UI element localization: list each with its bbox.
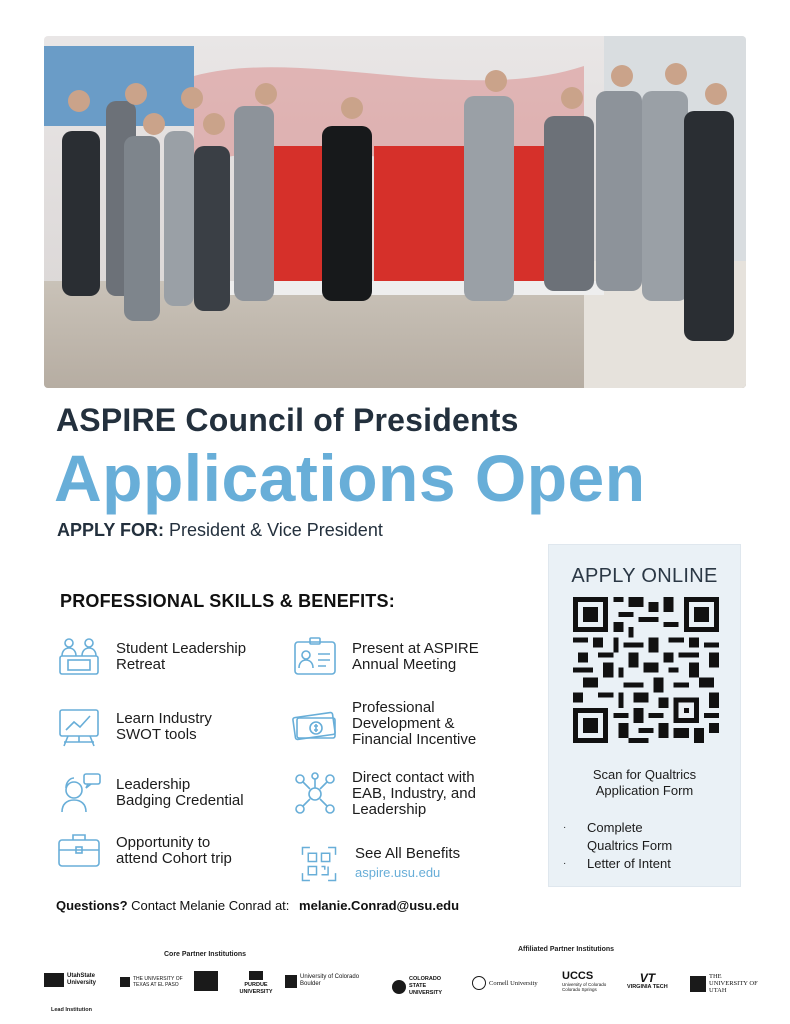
logo-purdue: PURDUE UNIVERSITY	[239, 971, 273, 996]
affiliated-partners-caption: Affiliated Partner Institutions	[518, 946, 615, 953]
logo-university-of-utah: THE UNIVERSITY OF UTAH	[690, 973, 761, 994]
qr-scan-icon	[300, 844, 338, 884]
page-title: Applications Open	[54, 441, 646, 515]
logo-virginia-tech: VT VIRGINIA TECH	[627, 971, 668, 990]
apply-online-panel	[548, 544, 741, 887]
benefit-item	[56, 634, 246, 680]
logo-cu-boulder: University of Colorado Boulder	[285, 974, 362, 988]
institution-logo-icon	[194, 971, 218, 991]
cu-logo-icon	[285, 975, 297, 988]
group-photo-icon	[44, 36, 746, 388]
benefit-label: Professional Development & Financial Incentive	[352, 699, 477, 748]
skills-heading: PROFESSIONAL SKILLS & BENEFITS:	[60, 591, 395, 611]
apply-steps-list	[563, 819, 672, 873]
money-icon	[292, 701, 338, 747]
usu-logo-icon	[44, 973, 64, 987]
csu-logo-icon	[392, 980, 406, 994]
logo-usu: UtahState University	[44, 973, 103, 987]
logo-cornell: Cornell University	[472, 976, 538, 990]
benefits-link[interactable]: aspire.usu.edu	[355, 865, 441, 880]
briefcase-icon	[56, 828, 102, 874]
apply-online-heading: APPLY ONLINE	[571, 565, 718, 587]
meeting-icon	[56, 634, 102, 680]
benefit-item	[292, 700, 476, 748]
page-subtitle: ASPIRE Council of Presidents	[56, 402, 519, 438]
id-badge-icon	[292, 634, 338, 680]
scan-instructions: Scan for Qualtrics Application Form	[592, 767, 697, 798]
utep-logo-icon	[120, 977, 130, 987]
logo-uccs: UCCS University of Colorado Colorado Springs	[562, 970, 607, 992]
benefit-item	[292, 634, 479, 680]
benefit-label: Direct contact with EAB, Industry, and Leadership	[352, 769, 476, 818]
benefit-label: See All Benefits	[355, 845, 461, 862]
presentation-board-icon	[56, 704, 102, 750]
logo-utep: THE UNIVERSITY OF TEXAS AT EL PASO	[120, 976, 193, 988]
apply-for-label: APPLY FOR:	[57, 520, 165, 540]
benefit-item	[56, 770, 244, 816]
benefit-label: Leadership Badging Credential	[116, 776, 244, 809]
vt-logo-icon: VT	[639, 971, 656, 985]
benefit-label: Present at ASPIRE Annual Meeting	[352, 640, 479, 673]
qr-code-icon[interactable]	[573, 597, 719, 743]
benefit-label: Learn Industry SWOT tools	[116, 710, 212, 743]
core-partners-caption: Core Partner Institutions	[164, 951, 247, 958]
apply-for-line	[57, 520, 383, 541]
network-icon	[292, 771, 338, 817]
questions-label: Questions?	[56, 898, 128, 913]
benefit-label: Opportunity to attend Cohort trip	[116, 834, 232, 867]
benefit-label: Student Leadership Retreat	[116, 640, 247, 673]
cornell-logo-icon	[472, 976, 486, 990]
list-item: · Complete Qualtrics Form	[563, 820, 673, 853]
utah-logo-icon	[690, 976, 706, 992]
benefit-item	[56, 828, 232, 874]
logo-csu: COLORADO STATE UNIVERSITY	[392, 976, 457, 997]
benefit-item[interactable]	[300, 830, 460, 897]
contact-line	[56, 898, 459, 913]
list-item: · Letter of Intent	[563, 856, 671, 871]
contact-email-link[interactable]: melanie.Conrad@usu.edu	[299, 898, 460, 913]
apply-for-value: President & Vice President	[169, 520, 383, 540]
contact-text: Contact Melanie Conrad at:	[131, 898, 290, 913]
lead-institution-caption: Lead Institution	[51, 1007, 92, 1013]
benefit-item	[56, 704, 212, 750]
logo-dark-block	[194, 971, 221, 991]
speaker-icon	[56, 770, 102, 816]
group-photo	[44, 36, 746, 388]
purdue-logo-icon	[249, 971, 263, 980]
benefit-item	[292, 770, 476, 818]
